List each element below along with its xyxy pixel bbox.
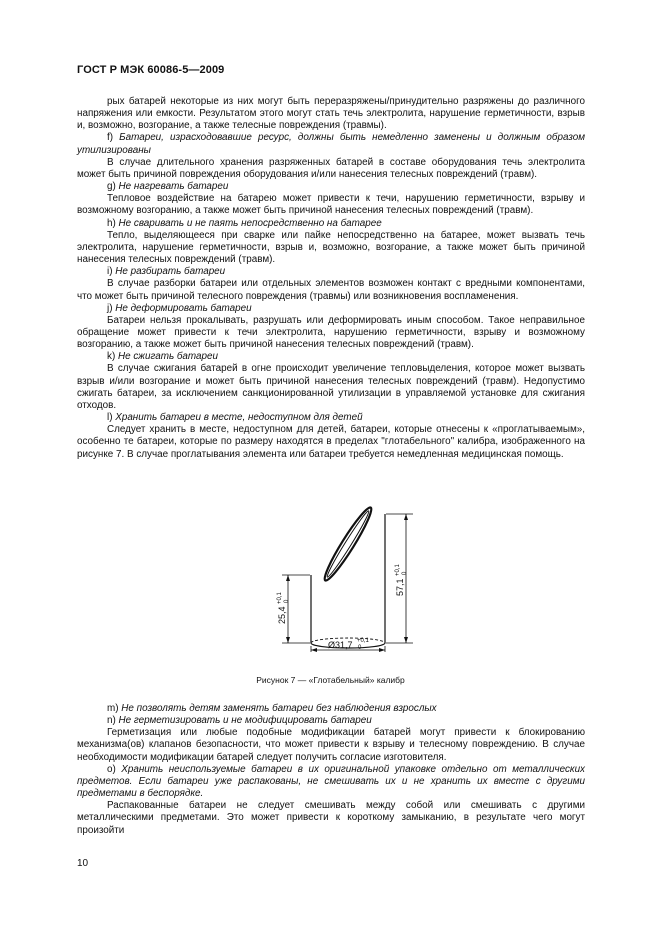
paragraph: Батареи нельзя прокалывать, разрушать или деформировать иным способом. Такое неправильное обращение может привести к течи электролита, нарушению герметичности, взрыву и возможному возгоранию, а также может быть причиной нанесения телесных повреждений (травм).	[77, 314, 585, 351]
svg-text:+0,1: +0,1	[277, 592, 283, 604]
list-item-heading	[77, 715, 585, 727]
list-item-text: Хранить батареи в месте, недоступном для детей	[115, 412, 363, 424]
paragraph: Герметизация или любые подобные модификации батарей могут привести к блокированию механизма(ов) клапанов безопасности, что может привести к взрыву и телесному повреждению. В случае необходимости модификации батарей следует получить согласие изготовителя.	[77, 727, 585, 763]
paragraph: В случае сжигания батарей в огне происходит увеличение тепловыделения, которое может вызвать взрыв и/или возгорание и может быть причиной нанесения телесных повреждений (травм). Недопустимо сжигать батареи, за исключением санкционированной утилизации в управляемой установке для сжигания отходов.	[77, 363, 585, 411]
list-item-text: Хранить неиспользуемые батареи в их оригинальной упаковке отдельно от металлических предметов. Если батареи уже распакованы, не смешивать их и не хранить их вместе с другими предметами в беспорядке.	[77, 763, 585, 800]
list-item-heading	[77, 218, 585, 230]
list-item-label: m)	[107, 703, 119, 714]
swallowable-gauge-figure	[260, 500, 420, 660]
list-item-heading	[77, 303, 585, 315]
list-item-heading	[77, 132, 585, 156]
list-item-label: h)	[107, 217, 116, 229]
gauge-drawing	[260, 500, 420, 655]
list-item-text: Не сжигать батареи	[117, 351, 219, 363]
page-number: 10	[77, 858, 89, 869]
text-block-lower	[77, 703, 585, 837]
list-item-heading	[77, 412, 585, 424]
svg-text:57,1: 57,1	[395, 578, 405, 596]
list-item-label: j)	[107, 302, 113, 314]
paragraph: Распакованные батареи не следует смешивать между собой или смешивать с другими металлическими предметами. Это может привести к короткому замыканию, в результате чего могут произойти	[77, 800, 585, 836]
list-item-label: f)	[107, 132, 114, 144]
svg-text:0: 0	[402, 571, 408, 575]
figure-caption: Рисунок 7 — «Глотабельный» калибр	[256, 675, 405, 685]
svg-text:25,4: 25,4	[277, 606, 287, 624]
paragraph: Тепловое воздействие на батарею может привести к течи, нарушению герметичности, взрыву и возможному возгоранию, а также может быть причиной нанесения телесных повреждений (травм).	[77, 193, 585, 217]
svg-text:0: 0	[358, 645, 362, 651]
list-item-label: i)	[107, 266, 113, 278]
paragraph: рых батарей некоторые из них могут быть переразряжены/принудительно разряжены до различного напряжения или емкости. Результатом этого могут стать течь электролита, нарушение герметичности, взрыв и, возможно, возгорание, а также телесные повреждения (травмы).	[77, 96, 585, 132]
svg-text:Ø31,7: Ø31,7	[328, 640, 353, 650]
list-item-text: Не сваривать и не паять непосредственно на батарее	[118, 217, 382, 229]
list-item-text: Не деформировать батареи	[115, 302, 252, 314]
list-item-label: n)	[107, 715, 116, 727]
paragraph: Следует хранить в месте, недоступном для детей, батареи, которые отнесены к «проглатываемым», особенно те батареи, которые по размеру находятся в пределах "глотабельного" калибра, изображенного на рисунке 7. В случае проглатывания элемента или батареи требуется немедленная медицинская помощь.	[77, 424, 585, 460]
text-block-upper	[77, 96, 585, 461]
list-item-label: g)	[107, 181, 116, 193]
list-item-text: Не нагревать батареи	[118, 181, 229, 193]
list-item-label: l)	[107, 412, 113, 424]
list-item-text: Не позволять детям заменять батареи без наблюдения взрослых	[121, 703, 437, 714]
svg-text:+0,1: +0,1	[357, 638, 369, 644]
paragraph: В случае разборки батареи или отдельных элементов возможен контакт с вредными компонентами, что может быть причиной телесного повреждения (травмы) или возникновения воспламенения.	[77, 278, 585, 302]
svg-text:+0,1: +0,1	[395, 564, 401, 576]
document-header: ГОСТ Р МЭК 60086-5—2009	[77, 64, 225, 76]
dim-label-diameter	[328, 638, 370, 651]
svg-text:0: 0	[284, 599, 290, 603]
list-item-text: Не герметизировать и не модифицировать батареи	[118, 715, 372, 727]
paragraph: В случае длительного хранения разряженных батарей в составе оборудования течь электролита может быть причиной повреждения оборудования и/или нанесения телесных повреждений (травм).	[77, 156, 585, 180]
list-item-heading	[77, 351, 585, 363]
list-item-label: o)	[107, 763, 116, 775]
list-item-text: Не разбирать батареи	[115, 266, 226, 278]
list-item-heading	[77, 703, 585, 715]
list-item-text: Батареи, израсходовавшие ресурс, должны быть немедленно заменены и должным образом утилизированы	[77, 132, 585, 156]
list-item-label: k)	[107, 351, 116, 363]
paragraph: Тепло, выделяющееся при сварке или пайке непосредственно на батарее, может вызвать течь электролита, нарушение герметичности, взрыв и, возможно, возгорание, а также может быть причиной нанесения телесных повреждений (травм).	[77, 229, 585, 266]
list-item-heading	[77, 764, 585, 800]
list-item-heading	[77, 181, 585, 193]
list-item-heading	[77, 266, 585, 278]
